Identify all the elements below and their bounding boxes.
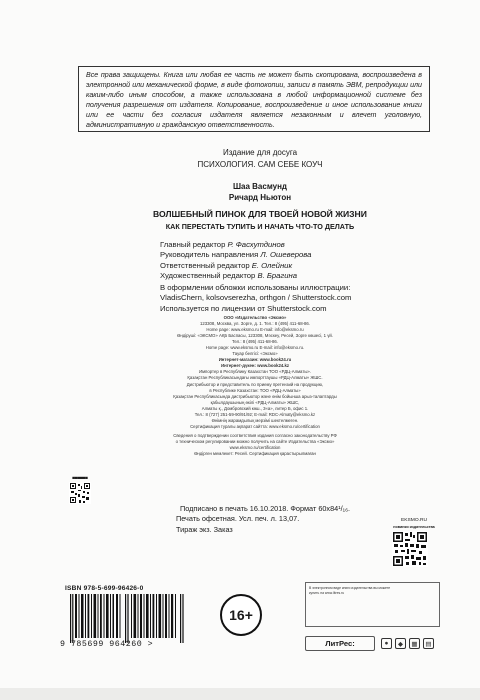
apple-icon: ●: [381, 638, 392, 649]
publisher-line: Өндіруші: «ЭКСМО» АҚБ Баспасы, 123308, Мәскеу, Ресей, Зорге көшесі, 1 үй.: [177, 333, 333, 339]
editorial-credits: [160, 240, 430, 282]
site-url: EKSMO.RU: [400, 518, 428, 523]
publisher-line: Өнімнің жарамдылық мерзімі шектелмеген.: [211, 417, 299, 423]
barcode-number: 9 785699 964260 >: [60, 640, 154, 649]
publisher-info: [144, 315, 366, 457]
publisher-line: Қазақстан Республикасындағы импорттаушы «РДЦ-Алматы» ЖШС.: [187, 375, 323, 381]
publisher-line: Дистрибьютор и представитель по приему претензий на продукцию,: [186, 381, 324, 387]
publisher-line: Тауар белгісі: «Эксмо»: [232, 351, 278, 357]
copyright-notice: Все права защищены. Книга или любая ее часть не может быть скопирована, воспроизведена в электронной или механической форме, в виде фотокопии, записи в память ЭВМ, репродукции или каким-либо иным способом, а также использована в любой информационной системе без получения разрешения от издателя. Копирование, воспроизведение и иное использование книги или ее части без согласия издателя является незаконным и влечет уголовную, административную и гражданскую ответственность.: [86, 71, 422, 129]
ebook-icon: ▤: [423, 638, 434, 649]
publisher-line: Сведения о подтверждении соответствия издания согласно законодательству РФ: [173, 432, 337, 438]
publisher-line: Қазақстан Республикасында дистрибьютор және өнім бойынша арыз-талаптарды: [173, 393, 337, 399]
print-line: Тираж экз. Заказ: [176, 524, 233, 534]
book-subtitle: КАК ПЕРЕСТАТЬ ТУПИТЬ И НАЧАТЬ ЧТО-ТО ДЕЛАТЬ: [165, 222, 355, 231]
credit-line: Ответственный редактор Е. Олейник: [160, 260, 293, 270]
age-rating-badge: 16+: [220, 594, 262, 636]
print-line: Печать офсетная. Усл. печ. л. 13,07.: [176, 514, 300, 524]
publisher-line: Тел.: 8 (495) 411-68-86.: [232, 339, 278, 345]
publisher-line: Интернет-магазин: www.book24.ru: [218, 357, 292, 363]
copyright-notice-box: [78, 66, 430, 132]
publisher-line: Сертификация туралы ақпарат сайтта: www.eksmo.ru/certification: [190, 423, 320, 429]
credit-line: Художественный редактор В. Брагина: [160, 271, 297, 281]
android-icon: ◆: [395, 638, 406, 649]
print-info: [176, 504, 376, 535]
publisher-line: о техническом регулировании можно получить на сайте Издательства «Эксмо»: [175, 438, 335, 444]
publisher-line: Алматы қ., Домбровский көш., 3«а», литер Б, офис 1.: [201, 405, 309, 411]
credit-line: Главный редактор Р. Фасхутдинов: [160, 240, 285, 249]
eksmo-site-label: [388, 518, 440, 530]
publisher-line: Импортер в Республику Казахстан ТОО «РДЦ-Алматы».: [199, 369, 311, 375]
publisher-line: Home page: www.eksmo.ru E-mail: info@eksmo.ru.: [205, 345, 305, 351]
publisher-line: қабылдаушының өкілі «РДЦ-Алматы» ЖШС,: [210, 399, 300, 405]
print-line: Подписано в печать 16.10.2018. Формат 60x84¹/₁₆.: [180, 504, 351, 513]
publisher-line: www.eksmo.ru/certification: [229, 444, 281, 450]
edition-type: Издание для досуга: [222, 148, 298, 157]
authors: [0, 182, 480, 203]
windows-icon: ▦: [409, 638, 420, 649]
ebook-line: купить на www.litres.ru: [309, 591, 345, 595]
ebook-line: В электронном виде книги издательства вы можете: [309, 586, 391, 590]
qr-code-small: [69, 482, 91, 504]
publisher-line: Home page: www.eksmo.ru E-mail: info@eksmo.ru: [206, 327, 304, 333]
publisher-line: Өндірген мемлекет: Ресей. Сертификация қарастырылмаған: [194, 451, 316, 457]
litres-logo: ЛитРес:: [305, 636, 375, 651]
illustration-credits: [160, 283, 430, 314]
credit-line: Руководитель направления Л. Ошеверова: [160, 250, 312, 260]
illustration-line: Используется по лицензии от Shutterstock.com: [160, 303, 327, 313]
qr-code-eksmo: [392, 531, 428, 567]
publisher-line: Интернет-дүкен: www.book24.kz: [221, 363, 289, 369]
illustration-line: VladisChern, kolsovserezha, orthgon / Shutterstock.com: [160, 293, 352, 303]
publisher-line: 123308, Москва, ул. Зорге, д. 1. Тел.: 8 (495) 411-68-86.: [199, 321, 311, 327]
book-title: ВОЛШЕБНЫЙ ПИНОК ДЛЯ ТВОЕЙ НОВОЙ ЖИЗНИ: [153, 209, 367, 219]
publisher-line: ООО «Издательство «Эксмо»: [223, 315, 287, 320]
author-name: Шаа Васмунд: [232, 182, 287, 191]
page-footer-strip: [0, 688, 480, 700]
publisher-line: Тел.: 8 (727) 251-59-90/91/92; E-mail: RDC-Almaty@eksmo.kz: [194, 411, 316, 417]
series-name: ПСИХОЛОГИЯ. САМ СЕБЕ КОУЧ: [197, 160, 323, 169]
barcode: [68, 594, 188, 643]
publisher-line: в Республике Казахстан: ТОО «РДЦ-Алматы»: [209, 387, 301, 393]
qr-caption: ▀▀▀▀▀▀: [72, 477, 88, 481]
author-name: Ричард Ньютон: [228, 192, 292, 202]
illustration-line: В оформлении обложки использованы иллюстрации:: [160, 283, 351, 292]
site-caption: новинки издательства: [393, 525, 435, 529]
isbn: ISBN 978-5-699-96426-0: [65, 585, 144, 592]
